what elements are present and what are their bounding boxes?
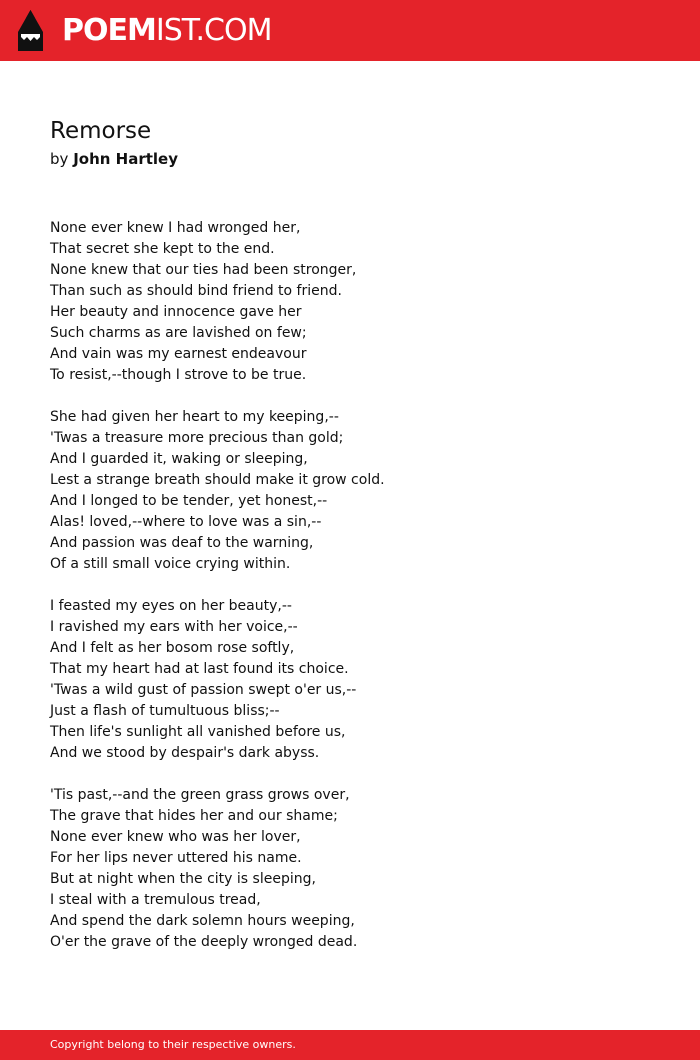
poem-line: 'Twas a wild gust of passion swept o'er us,-- — [50, 682, 357, 698]
stanza-4 — [50, 785, 670, 953]
poem-line: None ever knew I had wronged her, — [50, 220, 301, 236]
poem-line: For her lips never uttered his name. — [50, 850, 302, 866]
site-header — [0, 0, 700, 61]
author-name: John Hartley — [73, 150, 178, 168]
poem-line: And vain was my earnest endeavour — [50, 346, 307, 362]
poem-line: And spend the dark solemn hours weeping, — [50, 913, 355, 929]
byline-prefix: by — [50, 150, 69, 168]
byline — [50, 148, 178, 170]
copyright-notice: Copyright belong to their respective owners. — [50, 1038, 296, 1051]
poem-body — [50, 218, 670, 974]
poem-line: But at night when the city is sleeping, — [50, 871, 316, 887]
poem-title: Remorse — [50, 118, 152, 144]
site-footer — [0, 1030, 700, 1060]
poem-line: Just a flash of tumultuous bliss;-- — [50, 703, 280, 719]
poem-line: And I guarded it, waking or sleeping, — [50, 451, 308, 467]
pencil-icon[interactable] — [18, 10, 43, 51]
stanza-2 — [50, 407, 670, 575]
poem-line: The grave that hides her and our shame; — [50, 808, 338, 824]
poem-line: And passion was deaf to the warning, — [50, 535, 314, 551]
poem-line: 'Tis past,--and the green grass grows over, — [50, 787, 350, 803]
poem-line: Of a still small voice crying within. — [50, 556, 291, 572]
stanza-1 — [50, 218, 670, 386]
logo-text-light: IST.COM — [155, 13, 272, 48]
stanza-3 — [50, 596, 670, 764]
poem-line: Alas! loved,--where to love was a sin,-- — [50, 514, 322, 530]
poem-line: I feasted my eyes on her beauty,-- — [50, 598, 292, 614]
poem-line: None ever knew who was her lover, — [50, 829, 301, 845]
poem-line: None knew that our ties had been stronger, — [50, 262, 357, 278]
logo-text-strong: POEM — [62, 13, 156, 48]
poem-line: And I longed to be tender, yet honest,-- — [50, 493, 328, 509]
poem-line: That secret she kept to the end. — [50, 241, 275, 257]
poem-line: She had given her heart to my keeping,-- — [50, 409, 339, 425]
poem-line: Then life's sunlight all vanished before us, — [50, 724, 346, 740]
poem-line: To resist,--though I strove to be true. — [50, 367, 307, 383]
poem-line: I ravished my ears with her voice,-- — [50, 619, 298, 635]
site-logo[interactable] — [62, 11, 271, 51]
poem-line: Her beauty and innocence gave her — [50, 304, 302, 320]
poem-line: 'Twas a treasure more precious than gold; — [50, 430, 344, 446]
poem-line: O'er the grave of the deeply wronged dead. — [50, 934, 358, 950]
poem-line: And we stood by despair's dark abyss. — [50, 745, 320, 761]
poem-line: Such charms as are lavished on few; — [50, 325, 307, 341]
poem-line: I steal with a tremulous tread, — [50, 892, 261, 908]
poem-line: That my heart had at last found its choice. — [50, 661, 349, 677]
poem-line: Lest a strange breath should make it grow cold. — [50, 472, 385, 488]
poem-line: And I felt as her bosom rose softly, — [50, 640, 295, 656]
poem-line: Than such as should bind friend to friend. — [50, 283, 342, 299]
